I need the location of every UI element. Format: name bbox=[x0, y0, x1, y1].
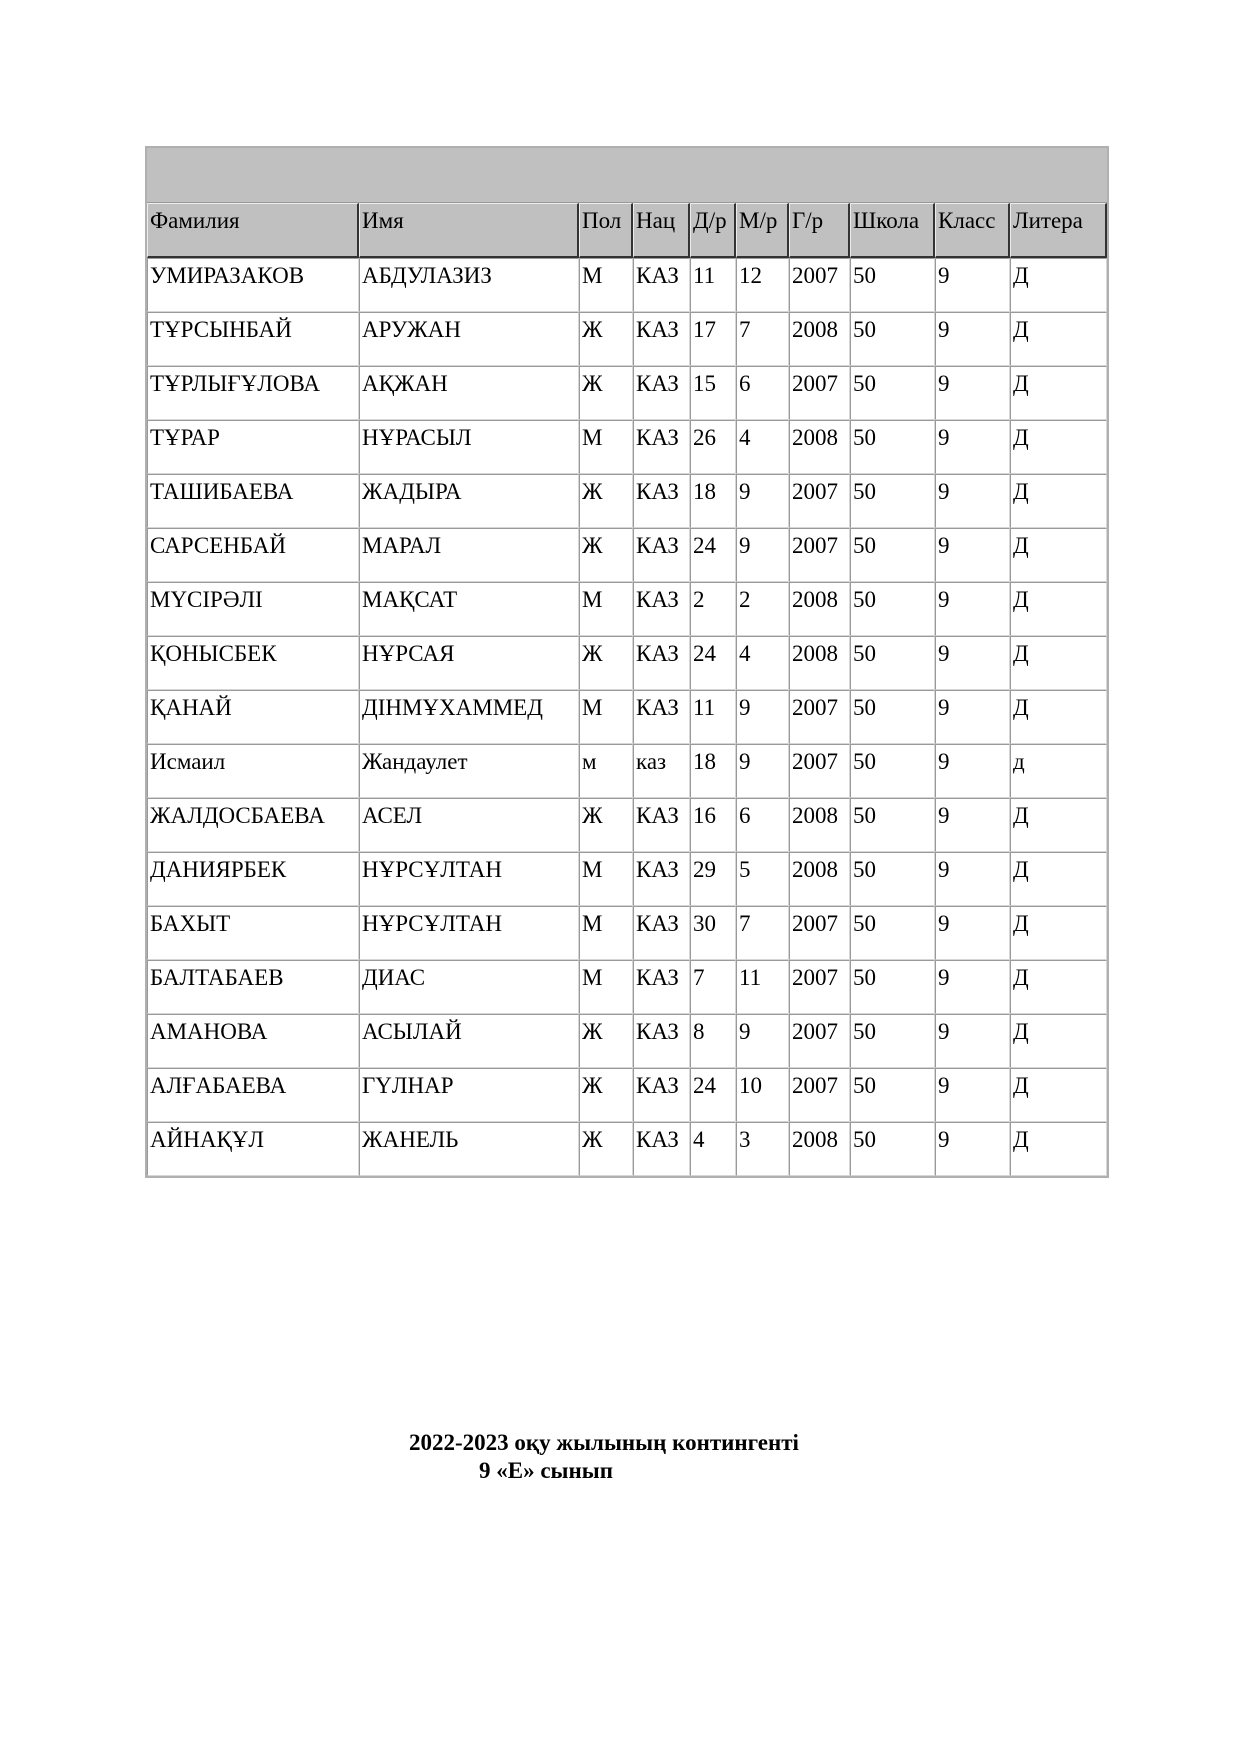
table-row bbox=[147, 690, 1107, 744]
table-cell: М bbox=[579, 960, 633, 1014]
table-row bbox=[147, 1122, 1107, 1176]
table-cell: 50 bbox=[850, 1068, 935, 1122]
table-cell: Ж bbox=[579, 798, 633, 852]
table-row bbox=[147, 582, 1107, 636]
table-cell: 16 bbox=[690, 798, 736, 852]
table-cell: 6 bbox=[736, 798, 789, 852]
table-cell: АМАНОВА bbox=[147, 1014, 359, 1068]
table-banner-cell bbox=[147, 148, 1107, 203]
table-cell: КАЗ bbox=[633, 528, 690, 582]
table-cell: М bbox=[579, 852, 633, 906]
table-cell: 9 bbox=[736, 1014, 789, 1068]
table-cell: Д bbox=[1010, 312, 1107, 366]
column-header: Имя bbox=[359, 203, 579, 258]
table-row bbox=[147, 1068, 1107, 1122]
table-cell: УМИРАЗАКОВ bbox=[147, 258, 359, 312]
table-cell: АСЫЛАЙ bbox=[359, 1014, 579, 1068]
table-cell: НҰРСАЯ bbox=[359, 636, 579, 690]
table-cell: БАХЫТ bbox=[147, 906, 359, 960]
table-cell: 8 bbox=[690, 1014, 736, 1068]
table-cell: 29 bbox=[690, 852, 736, 906]
table-cell: ЖАЛДОСБАЕВА bbox=[147, 798, 359, 852]
table-cell: ДІНМҰХАММЕД bbox=[359, 690, 579, 744]
table-cell: САРСЕНБАЙ bbox=[147, 528, 359, 582]
table-cell: 9 bbox=[935, 582, 1010, 636]
table-cell: 9 bbox=[935, 258, 1010, 312]
table-cell: 2008 bbox=[789, 582, 850, 636]
table-cell: ТҰРСЫНБАЙ bbox=[147, 312, 359, 366]
table-cell: КАЗ bbox=[633, 852, 690, 906]
table-cell: каз bbox=[633, 744, 690, 798]
table-cell: КАЗ bbox=[633, 258, 690, 312]
table-cell: 50 bbox=[850, 906, 935, 960]
table-cell: КАЗ bbox=[633, 960, 690, 1014]
table-cell: АСЕЛ bbox=[359, 798, 579, 852]
table-cell: 50 bbox=[850, 690, 935, 744]
table-cell: 2 bbox=[736, 582, 789, 636]
table-cell: 50 bbox=[850, 258, 935, 312]
table-cell: 9 bbox=[935, 906, 1010, 960]
table-row bbox=[147, 258, 1107, 312]
table-cell: ЖАДЫРА bbox=[359, 474, 579, 528]
table-cell: Д bbox=[1010, 582, 1107, 636]
table-row bbox=[147, 1014, 1107, 1068]
table-cell: 9 bbox=[935, 312, 1010, 366]
table-cell: 12 bbox=[736, 258, 789, 312]
table-cell: 50 bbox=[850, 636, 935, 690]
table-cell: 4 bbox=[736, 636, 789, 690]
table-cell: АБДУЛАЗИЗ bbox=[359, 258, 579, 312]
table-cell: КАЗ bbox=[633, 582, 690, 636]
table-cell: 2008 bbox=[789, 420, 850, 474]
table-cell: Ж bbox=[579, 528, 633, 582]
table-cell: 9 bbox=[935, 852, 1010, 906]
table-cell: Ж bbox=[579, 1122, 633, 1176]
table-header-row bbox=[147, 203, 1107, 258]
table-cell: АЙНАҚҰЛ bbox=[147, 1122, 359, 1176]
table-cell: 9 bbox=[935, 528, 1010, 582]
table-row bbox=[147, 474, 1107, 528]
table-cell: Ж bbox=[579, 366, 633, 420]
table-cell: ЖАНЕЛЬ bbox=[359, 1122, 579, 1176]
table-cell: 50 bbox=[850, 420, 935, 474]
table-cell: КАЗ bbox=[633, 636, 690, 690]
table-cell: 9 bbox=[935, 960, 1010, 1014]
table-cell: Д bbox=[1010, 1068, 1107, 1122]
table-cell: КАЗ bbox=[633, 690, 690, 744]
table-cell: ДАНИЯРБЕК bbox=[147, 852, 359, 906]
table-cell: Ж bbox=[579, 1014, 633, 1068]
table-cell: 50 bbox=[850, 312, 935, 366]
table-cell: 9 bbox=[935, 744, 1010, 798]
column-header: Фамилия bbox=[147, 203, 359, 258]
table-cell: Жандаулет bbox=[359, 744, 579, 798]
table-cell: 9 bbox=[736, 690, 789, 744]
table-cell: Д bbox=[1010, 366, 1107, 420]
table-cell: Д bbox=[1010, 420, 1107, 474]
table-banner bbox=[147, 148, 1107, 203]
table-cell: КАЗ bbox=[633, 906, 690, 960]
table-cell: Д bbox=[1010, 1122, 1107, 1176]
column-header: Школа bbox=[850, 203, 935, 258]
table-cell: 7 bbox=[690, 960, 736, 1014]
table-cell: 50 bbox=[850, 744, 935, 798]
table-cell: 2008 bbox=[789, 636, 850, 690]
table-row bbox=[147, 420, 1107, 474]
table-cell: МҮСІРӘЛІ bbox=[147, 582, 359, 636]
table-cell: 2008 bbox=[789, 1122, 850, 1176]
table-cell: НҰРСҰЛТАН bbox=[359, 906, 579, 960]
table-cell: 2007 bbox=[789, 1014, 850, 1068]
table-cell: 5 bbox=[736, 852, 789, 906]
table-cell: 4 bbox=[690, 1122, 736, 1176]
table-body bbox=[147, 258, 1107, 1176]
table-row bbox=[147, 744, 1107, 798]
table-cell: МАРАЛ bbox=[359, 528, 579, 582]
table-cell: М bbox=[579, 906, 633, 960]
table-cell: М bbox=[579, 258, 633, 312]
table-cell: НҰРАСЫЛ bbox=[359, 420, 579, 474]
table-cell: 2007 bbox=[789, 906, 850, 960]
table-cell: 2007 bbox=[789, 366, 850, 420]
table-cell: КАЗ bbox=[633, 798, 690, 852]
table-cell: КАЗ bbox=[633, 1068, 690, 1122]
table-cell: 50 bbox=[850, 852, 935, 906]
table-cell: ДИАС bbox=[359, 960, 579, 1014]
table-cell: 9 bbox=[935, 1068, 1010, 1122]
table-row bbox=[147, 960, 1107, 1014]
table-cell: 9 bbox=[935, 1122, 1010, 1176]
table-row bbox=[147, 312, 1107, 366]
table-cell: 50 bbox=[850, 1122, 935, 1176]
table-cell: Д bbox=[1010, 852, 1107, 906]
column-header: Литера bbox=[1010, 203, 1107, 258]
table-cell: ҚАНАЙ bbox=[147, 690, 359, 744]
table-cell: 30 bbox=[690, 906, 736, 960]
table-row bbox=[147, 798, 1107, 852]
column-header: М/р bbox=[736, 203, 789, 258]
table-cell: Ж bbox=[579, 474, 633, 528]
table-cell: 15 bbox=[690, 366, 736, 420]
table-cell: 50 bbox=[850, 528, 935, 582]
table-cell: 10 bbox=[736, 1068, 789, 1122]
table-cell: 2007 bbox=[789, 474, 850, 528]
table-cell: 50 bbox=[850, 960, 935, 1014]
table-cell: 2007 bbox=[789, 1068, 850, 1122]
table-cell: 9 bbox=[935, 798, 1010, 852]
table-cell: 9 bbox=[935, 1014, 1010, 1068]
table-cell: Д bbox=[1010, 906, 1107, 960]
column-header: Нац bbox=[633, 203, 690, 258]
table-cell: д bbox=[1010, 744, 1107, 798]
table-cell: 50 bbox=[850, 582, 935, 636]
table-row bbox=[147, 636, 1107, 690]
table-cell: 2008 bbox=[789, 798, 850, 852]
table-cell: 24 bbox=[690, 1068, 736, 1122]
table-cell: Исмаил bbox=[147, 744, 359, 798]
column-header: Д/р bbox=[690, 203, 736, 258]
table-cell: Ж bbox=[579, 312, 633, 366]
table-cell: 9 bbox=[935, 636, 1010, 690]
table-cell: 4 bbox=[736, 420, 789, 474]
table-cell: Д bbox=[1010, 474, 1107, 528]
table-cell: 3 bbox=[736, 1122, 789, 1176]
table-cell: 2008 bbox=[789, 312, 850, 366]
table-cell: 7 bbox=[736, 906, 789, 960]
table-row bbox=[147, 906, 1107, 960]
table-cell: Д bbox=[1010, 798, 1107, 852]
table-cell: М bbox=[579, 690, 633, 744]
table-cell: Д bbox=[1010, 960, 1107, 1014]
table-cell: ТАШИБАЕВА bbox=[147, 474, 359, 528]
table-cell: 9 bbox=[935, 366, 1010, 420]
table-cell: Ж bbox=[579, 636, 633, 690]
caption-class: 9 «Е» сынып bbox=[479, 1458, 613, 1483]
table-cell: ГҮЛНАР bbox=[359, 1068, 579, 1122]
column-header: Пол bbox=[579, 203, 633, 258]
table-cell: 2007 bbox=[789, 960, 850, 1014]
table-row bbox=[147, 852, 1107, 906]
table-cell: 2 bbox=[690, 582, 736, 636]
table-cell: 2007 bbox=[789, 528, 850, 582]
table-cell: 24 bbox=[690, 528, 736, 582]
table-cell: МАҚСАТ bbox=[359, 582, 579, 636]
table-cell: ТҰРАР bbox=[147, 420, 359, 474]
table-cell: 50 bbox=[850, 798, 935, 852]
table-cell: 50 bbox=[850, 474, 935, 528]
table-cell: Ж bbox=[579, 1068, 633, 1122]
caption-title: 2022-2023 оқу жылының контингенті bbox=[409, 1430, 799, 1455]
table-row bbox=[147, 366, 1107, 420]
table-cell: Д bbox=[1010, 528, 1107, 582]
table-cell: 2007 bbox=[789, 258, 850, 312]
table-cell: 18 bbox=[690, 744, 736, 798]
table-cell: 9 bbox=[935, 474, 1010, 528]
table-cell: 9 bbox=[736, 474, 789, 528]
table-cell: КАЗ bbox=[633, 1014, 690, 1068]
table-cell: 2007 bbox=[789, 690, 850, 744]
table-cell: 26 bbox=[690, 420, 736, 474]
table-cell: КАЗ bbox=[633, 1122, 690, 1176]
column-header: Г/р bbox=[789, 203, 850, 258]
table-cell: НҰРСҰЛТАН bbox=[359, 852, 579, 906]
table-cell: 50 bbox=[850, 1014, 935, 1068]
table-cell: 11 bbox=[736, 960, 789, 1014]
table-cell: Д bbox=[1010, 636, 1107, 690]
table-cell: АЛҒАБАЕВА bbox=[147, 1068, 359, 1122]
table-cell: КАЗ bbox=[633, 366, 690, 420]
table-cell: 6 bbox=[736, 366, 789, 420]
table-cell: М bbox=[579, 420, 633, 474]
table-cell: 9 bbox=[935, 420, 1010, 474]
table-cell: 7 bbox=[736, 312, 789, 366]
table-cell: 50 bbox=[850, 366, 935, 420]
table-cell: Д bbox=[1010, 1014, 1107, 1068]
table-cell: 17 bbox=[690, 312, 736, 366]
column-header: Класс bbox=[935, 203, 1010, 258]
student-roster-table bbox=[147, 148, 1107, 1176]
table-cell: Д bbox=[1010, 690, 1107, 744]
table-cell: КАЗ bbox=[633, 474, 690, 528]
table-cell: Д bbox=[1010, 258, 1107, 312]
table-cell: 2008 bbox=[789, 852, 850, 906]
table-cell: БАЛТАБАЕВ bbox=[147, 960, 359, 1014]
table-cell: АҚЖАН bbox=[359, 366, 579, 420]
table-cell: 18 bbox=[690, 474, 736, 528]
table-cell: 24 bbox=[690, 636, 736, 690]
table-cell: 11 bbox=[690, 690, 736, 744]
table-cell: 9 bbox=[935, 690, 1010, 744]
table-cell: КАЗ bbox=[633, 312, 690, 366]
table-cell: КАЗ bbox=[633, 420, 690, 474]
table-cell: М bbox=[579, 582, 633, 636]
table-row bbox=[147, 528, 1107, 582]
table-cell: ТҰРЛЫҒҰЛОВА bbox=[147, 366, 359, 420]
table-cell: м bbox=[579, 744, 633, 798]
table-cell: 9 bbox=[736, 528, 789, 582]
table-cell: 2007 bbox=[789, 744, 850, 798]
table-cell: 11 bbox=[690, 258, 736, 312]
table-cell: АРУЖАН bbox=[359, 312, 579, 366]
table-cell: ҚОНЫСБЕК bbox=[147, 636, 359, 690]
table-cell: 9 bbox=[736, 744, 789, 798]
